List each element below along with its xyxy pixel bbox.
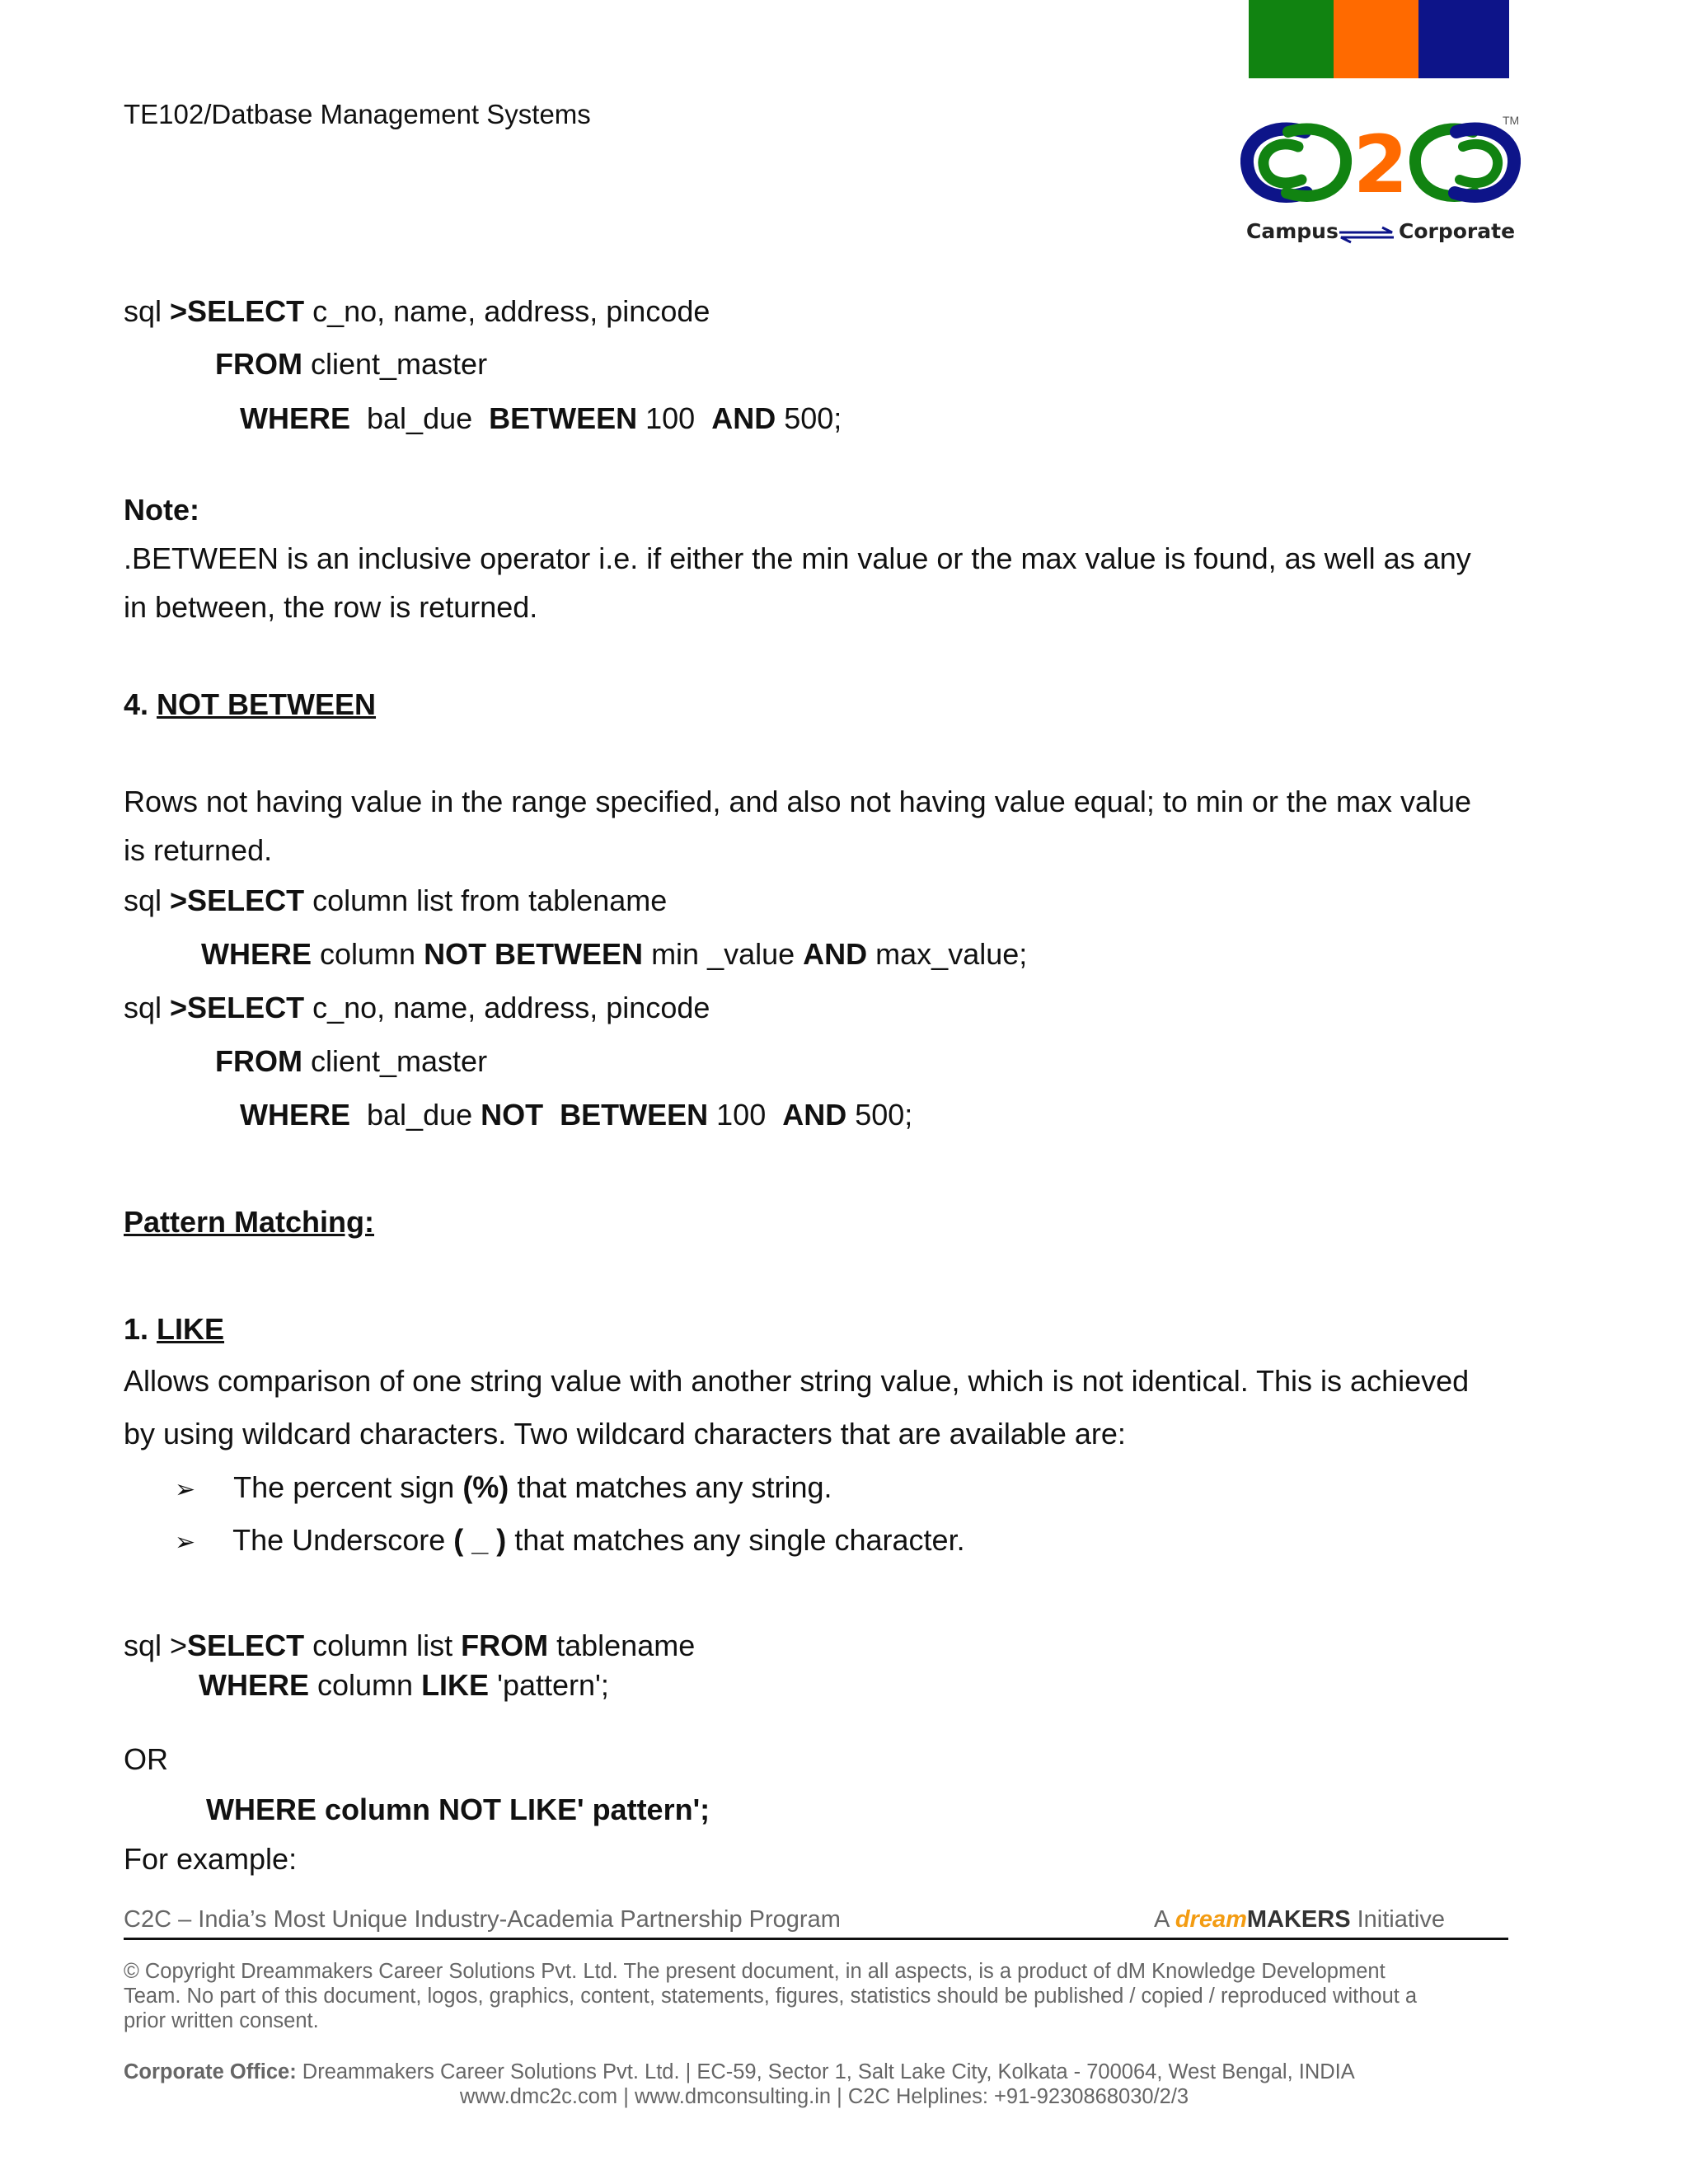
max-value: 500; [846, 1098, 913, 1132]
dream-wordmark: dream [1175, 1906, 1247, 1933]
column-list: c_no, name, address, pincode [304, 991, 710, 1024]
sql-prompt: sql > [124, 1629, 188, 1662]
logo-corporate-label: Corporate [1399, 219, 1516, 243]
table-name: client_master [302, 1044, 488, 1078]
syntax3-line1 [124, 1629, 695, 1662]
logo-trademark: TM [1503, 114, 1520, 127]
between-keyword: BETWEEN [489, 401, 638, 435]
between-keyword: BETWEEN [560, 1098, 709, 1132]
logo-blue-square [1418, 0, 1509, 78]
syntax-text: column list [304, 1629, 462, 1662]
query1-line3 [240, 401, 842, 435]
corporate-office-line [124, 2060, 1355, 2084]
where-keyword: WHERE [199, 1668, 309, 1702]
bullet-text: that matches any single character. [506, 1523, 965, 1557]
section-title: NOT BETWEEN [157, 687, 377, 721]
logo-campus-label: Campus [1246, 219, 1339, 243]
column-name: column [312, 937, 424, 971]
section-number: 4. [124, 687, 157, 721]
min-value: min _value [643, 937, 804, 971]
arrow-bullet-icon: ➢ [175, 1529, 196, 1556]
query2-line3 [240, 1098, 912, 1132]
syntax3-line2 [199, 1668, 609, 1702]
arrow-bullet-icon: ➢ [175, 1476, 196, 1503]
column-name: bal_due [350, 401, 490, 435]
sql-prompt: sql [124, 294, 171, 328]
select-keyword: >SELECT [170, 883, 305, 917]
and-keyword: AND [803, 937, 868, 971]
table-name: client_master [302, 347, 488, 381]
where-keyword: WHERE [240, 1098, 350, 1132]
bullet-text: The Underscore [232, 1523, 454, 1557]
select-keyword: >SELECT [170, 294, 305, 328]
c2c-logo [1240, 114, 1521, 250]
course-title: TE102/Datbase Management Systems [124, 99, 591, 129]
initiative-text: Initiative [1350, 1906, 1445, 1933]
column-name: bal_due [350, 1098, 481, 1132]
max-value: max_value; [867, 937, 1028, 971]
min-value: 100 [708, 1098, 783, 1132]
logo-green-square [1249, 0, 1339, 78]
section-number: 1. [124, 1312, 157, 1346]
note-heading: Note: [124, 493, 199, 527]
table-name: tablename [548, 1629, 696, 1662]
and-keyword: AND [711, 401, 776, 435]
for-example-text: For example: [124, 1842, 298, 1876]
section-title: LIKE [157, 1312, 225, 1346]
wildcard-symbol: (%) [462, 1470, 509, 1504]
svg-text:2: 2 [1353, 119, 1409, 211]
corporate-office-label: Corporate Office: [124, 2060, 297, 2083]
section-not-between-heading [124, 687, 376, 721]
query2-line2 [215, 1044, 487, 1078]
pattern-value: 'pattern'; [489, 1668, 609, 1702]
pattern-matching-heading: Pattern Matching: [124, 1205, 375, 1239]
corporate-address: Dreammakers Career Solutions Pvt. Ltd. | EC-59, Sector 1, Salt Lake City, Kolkata - 700064, West Bengal, INDIA [296, 2060, 1355, 2083]
syntax-text: column list from tablename [304, 883, 668, 917]
like-heading [124, 1312, 224, 1346]
like-desc-line2: by using wildcard characters. Two wildcard characters that are available are: [124, 1417, 1126, 1451]
note-text-line1: .BETWEEN is an inclusive operator i.e. if either the min value or the max value is found, as well as any [124, 541, 1471, 575]
or-text: OR [124, 1742, 168, 1776]
not-like-syntax: WHERE column NOT LIKE' pattern'; [206, 1793, 710, 1826]
footer-initiative [1154, 1906, 1445, 1933]
copyright-line1: © Copyright Dreammakers Career Solutions Pvt. Ltd. The present document, in all aspects, is a product of dM Knowledge Development [124, 1960, 1386, 1983]
where-keyword: WHERE [201, 937, 312, 971]
query2-line1 [124, 991, 710, 1024]
query1-line1 [124, 294, 710, 328]
footer-a: A [1154, 1906, 1175, 1933]
select-keyword: >SELECT [170, 991, 305, 1024]
not-between-desc-line1: Rows not having value in the range specified, and also not having value equal; to min or the max value [124, 785, 1472, 818]
not-keyword: NOT [481, 1098, 544, 1132]
double-arrow-icon [1338, 226, 1395, 244]
from-keyword: FROM [461, 1629, 549, 1662]
column-list: c_no, name, address, pincode [304, 294, 710, 328]
query1-line2 [215, 347, 487, 381]
where-keyword: WHERE [240, 401, 350, 435]
syntax2-line2 [201, 937, 1027, 971]
note-text-line2: in between, the row is returned. [124, 590, 538, 624]
bullet-text: The percent sign [233, 1470, 463, 1504]
from-keyword: FROM [215, 347, 302, 381]
like-desc-line1: Allows comparison of one string value with another string value, which is not identical. This is achieved [124, 1364, 1470, 1398]
syntax2-line1 [124, 883, 667, 917]
and-keyword: AND [782, 1098, 847, 1132]
column-name: column [309, 1668, 422, 1702]
corporate-contact: www.dmc2c.com | www.dmconsulting.in | C2C Helplines: +91-9230868030/2/3 [459, 2085, 1189, 2108]
sql-prompt: sql [124, 883, 171, 917]
bullet-underscore [175, 1523, 965, 1558]
bullet-text: that matches any string. [509, 1470, 832, 1504]
footer-tagline: C2C – India’s Most Unique Industry-Academia Partnership Program [124, 1906, 841, 1933]
max-value: 500; [776, 401, 842, 435]
wildcard-symbol: ( _ ) [453, 1523, 507, 1557]
select-keyword: SELECT [187, 1629, 305, 1662]
not-between-keyword: NOT BETWEEN [424, 937, 644, 971]
makers-wordmark: MAKERS [1246, 1906, 1351, 1933]
sql-prompt: sql [124, 991, 171, 1024]
footer-divider [124, 1938, 1508, 1940]
bullet-percent [175, 1470, 832, 1505]
c2c-logo-mark-icon [1240, 114, 1521, 217]
from-keyword: FROM [215, 1044, 302, 1078]
copyright-line2: Team. No part of this document, logos, graphics, content, statements, figures, statistics should be published / copied / reproduced without a [124, 1985, 1418, 2008]
like-keyword: LIKE [421, 1668, 490, 1702]
min-value: 100 [637, 401, 712, 435]
not-between-desc-line2: is returned. [124, 833, 273, 867]
logo-orange-square [1334, 0, 1424, 78]
copyright-line3: prior written consent. [124, 2009, 319, 2032]
